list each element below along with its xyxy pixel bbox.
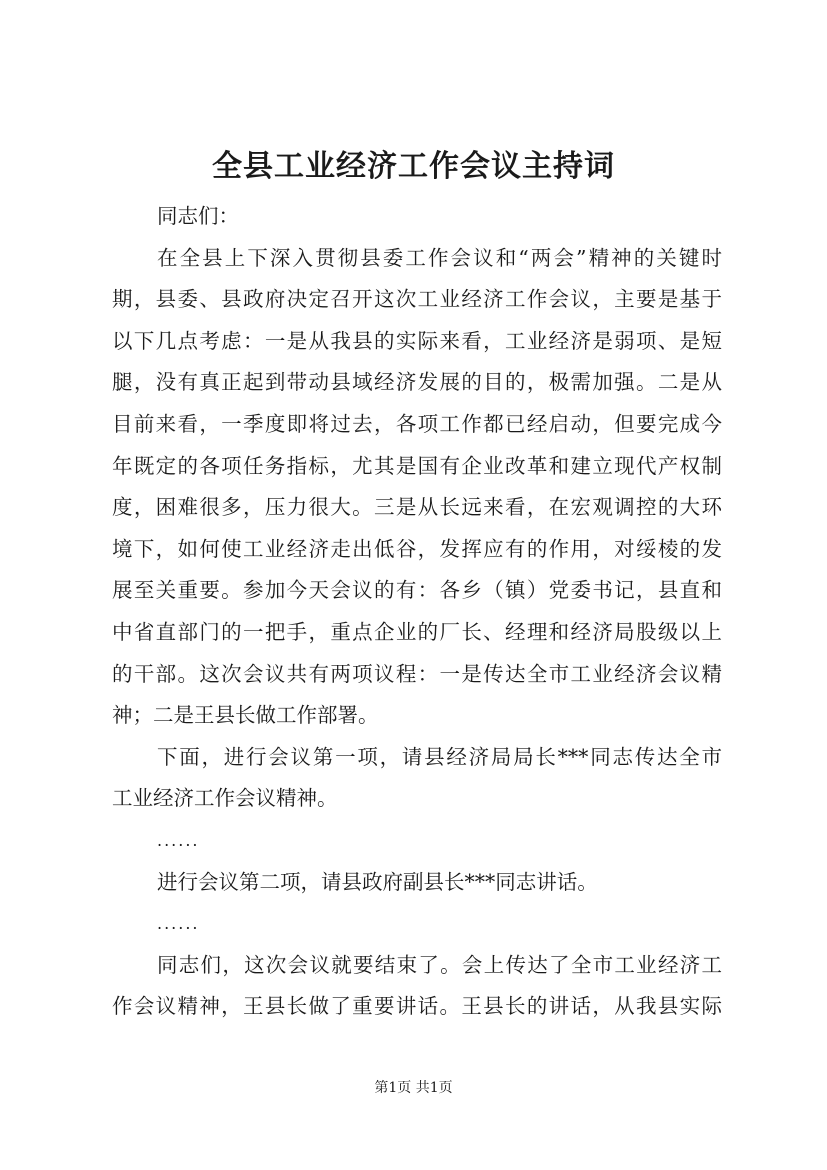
paragraph-line: 神；二是王县长做工作部署。 [112, 703, 379, 728]
paragraph-line: 年既定的各项任务指标，尤其是国有企业改革和建立现代产权制 [112, 453, 722, 478]
ellipsis-line: ...... [157, 914, 200, 934]
ellipsis-line: ...... [157, 830, 200, 850]
paragraph-line: 境下，如何使工业经济走出低谷，发挥应有的作用，对绥棱的发 [112, 536, 722, 561]
page-footer: 第1页 共1页 [374, 1080, 453, 1096]
greeting-line: 同志们： [157, 204, 239, 228]
paragraph-line: 腿，没有真正起到带动县域经济发展的目的，极需加强。二是从 [112, 370, 722, 395]
document-body [112, 196, 722, 1028]
paragraph-line: 进行会议第二项，请县政府副县长***同志讲话。 [157, 869, 598, 894]
paragraph-line: 同志们，这次会议就要结束了。会上传达了全市工业经济工 [157, 952, 722, 977]
paragraph-line: 下面，进行会议第一项，请县经济局局长***同志传达全市 [157, 744, 722, 769]
paragraph-line: 中省直部门的一把手，重点企业的厂长、经理和经济局股级以上 [112, 619, 722, 644]
paragraph-line: 目前来看，一季度即将过去，各项工作都已经启动，但要完成今 [112, 411, 722, 436]
paragraph-line: 工业经济工作会议精神。 [112, 786, 338, 811]
paragraph-line: 在全县上下深入贯彻县委工作会议和“两会”精神的关键时 [157, 245, 722, 270]
paragraph-line: 度，困难很多，压力很大。三是从长远来看，在宏观调控的大环 [112, 495, 722, 520]
document-title: 全县工业经济工作会议主持词 [212, 149, 615, 184]
paragraph-line: 期，县委、县政府决定召开这次工业经济工作会议，主要是基于 [112, 287, 722, 312]
paragraph-line: 的干部。这次会议共有两项议程：一是传达全市工业经济会议精 [112, 661, 722, 686]
paragraph-line: 以下几点考虑：一是从我县的实际来看，工业经济是弱项、是短 [112, 328, 722, 353]
paragraph-line: 展至关重要。参加今天会议的有：各乡（镇）党委书记，县直和 [112, 578, 722, 603]
paragraph-line: 作会议精神，王县长做了重要讲话。王县长的讲话，从我县实际 [112, 994, 722, 1019]
